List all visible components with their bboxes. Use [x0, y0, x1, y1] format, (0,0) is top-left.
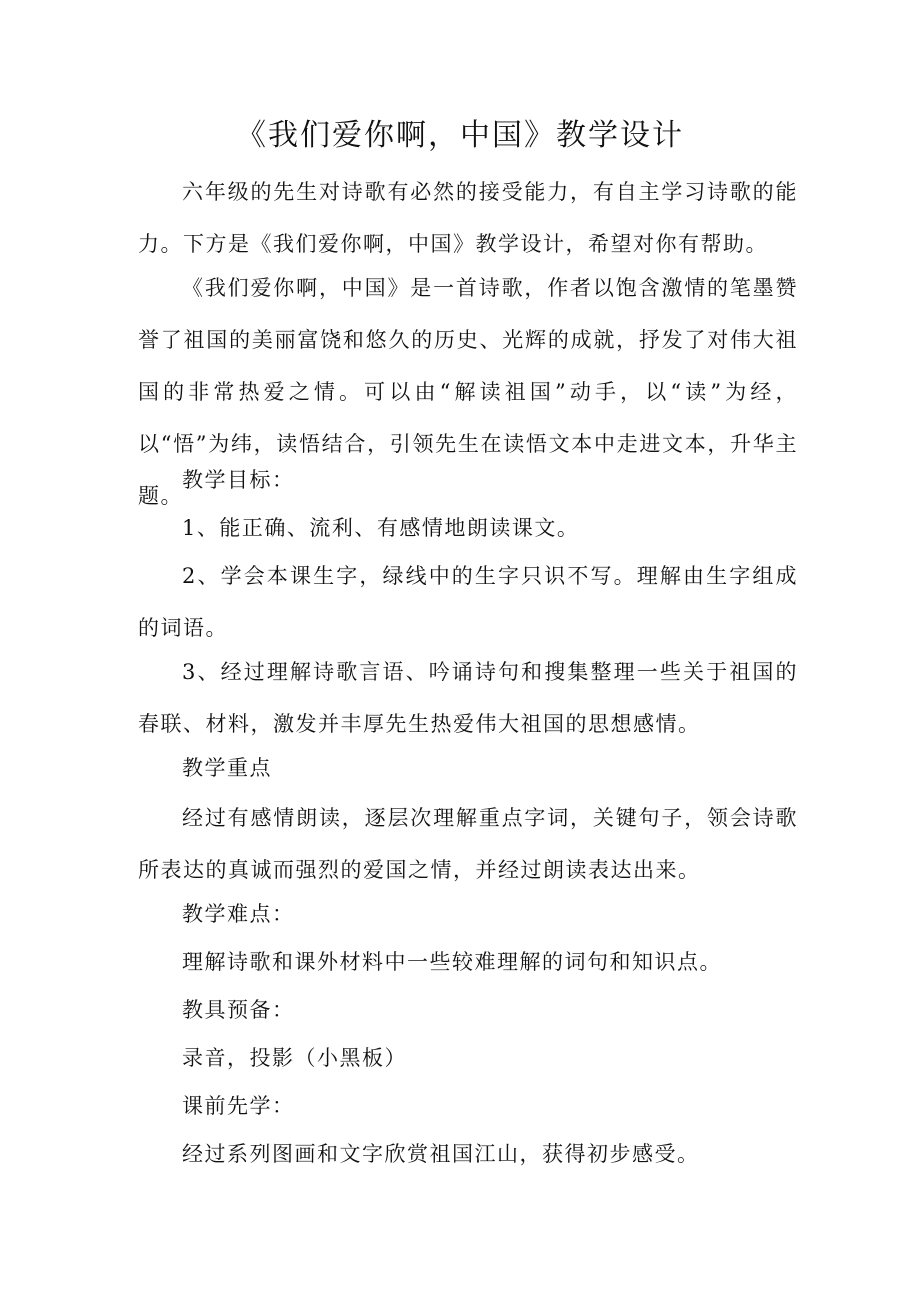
tools-heading: 教具预备： — [182, 998, 295, 1022]
difficulty-text: 理解诗歌和课外材料中一些较难理解的词句和知识点。 — [182, 950, 722, 974]
prestudy-heading: 课前先学： — [182, 1094, 295, 1118]
goals-heading: 教学目标： — [182, 468, 295, 492]
focus-heading: 教学重点 — [182, 756, 272, 780]
focus-text: 经过有感情朗读，逐层次理解重点字词，关键句子，领会诗歌所表达的真诚而强烈的爱国之情，并经过朗读表达出来。 — [138, 806, 798, 882]
difficulty-heading: 教学难点： — [182, 902, 295, 926]
document-title: 《我们爱你啊，中国》教学设计 — [236, 118, 684, 153]
prestudy-text: 经过系列图画和文字欣赏祖国江山，获得初步感受。 — [182, 1142, 700, 1166]
goal-item-2: 2、学会本课生字，绿线中的生字只识不写。理解由生字组成的词语。 — [138, 564, 798, 640]
summary-paragraph: 《我们爱你啊，中国》是一首诗歌，作者以饱含激情的笔墨赞誉了祖国的美丽富饶和悠久的历史、光辉的成就，抒发了对伟大祖国的非常热爱之情。可以由“解读祖国”动手，以“读”为经，以“悟”为纬，读悟结合，引领先生在读悟文本中走进文本，升华主题。 — [138, 276, 798, 508]
goal-item-1: 1、能正确、流利、有感情地朗读课文。 — [182, 516, 580, 540]
goal-item-3: 3、经过理解诗歌言语、吟诵诗句和搜集整理一些关于祖国的春联、材料，激发并丰厚先生热爱伟大祖国的思想感情。 — [138, 660, 798, 736]
tools-text: 录音，投影（小黑板） — [182, 1046, 407, 1070]
intro-paragraph: 六年级的先生对诗歌有必然的接受能力，有自主学习诗歌的能力。下方是《我们爱你啊，中国》教学设计，希望对你有帮助。 — [138, 180, 798, 256]
